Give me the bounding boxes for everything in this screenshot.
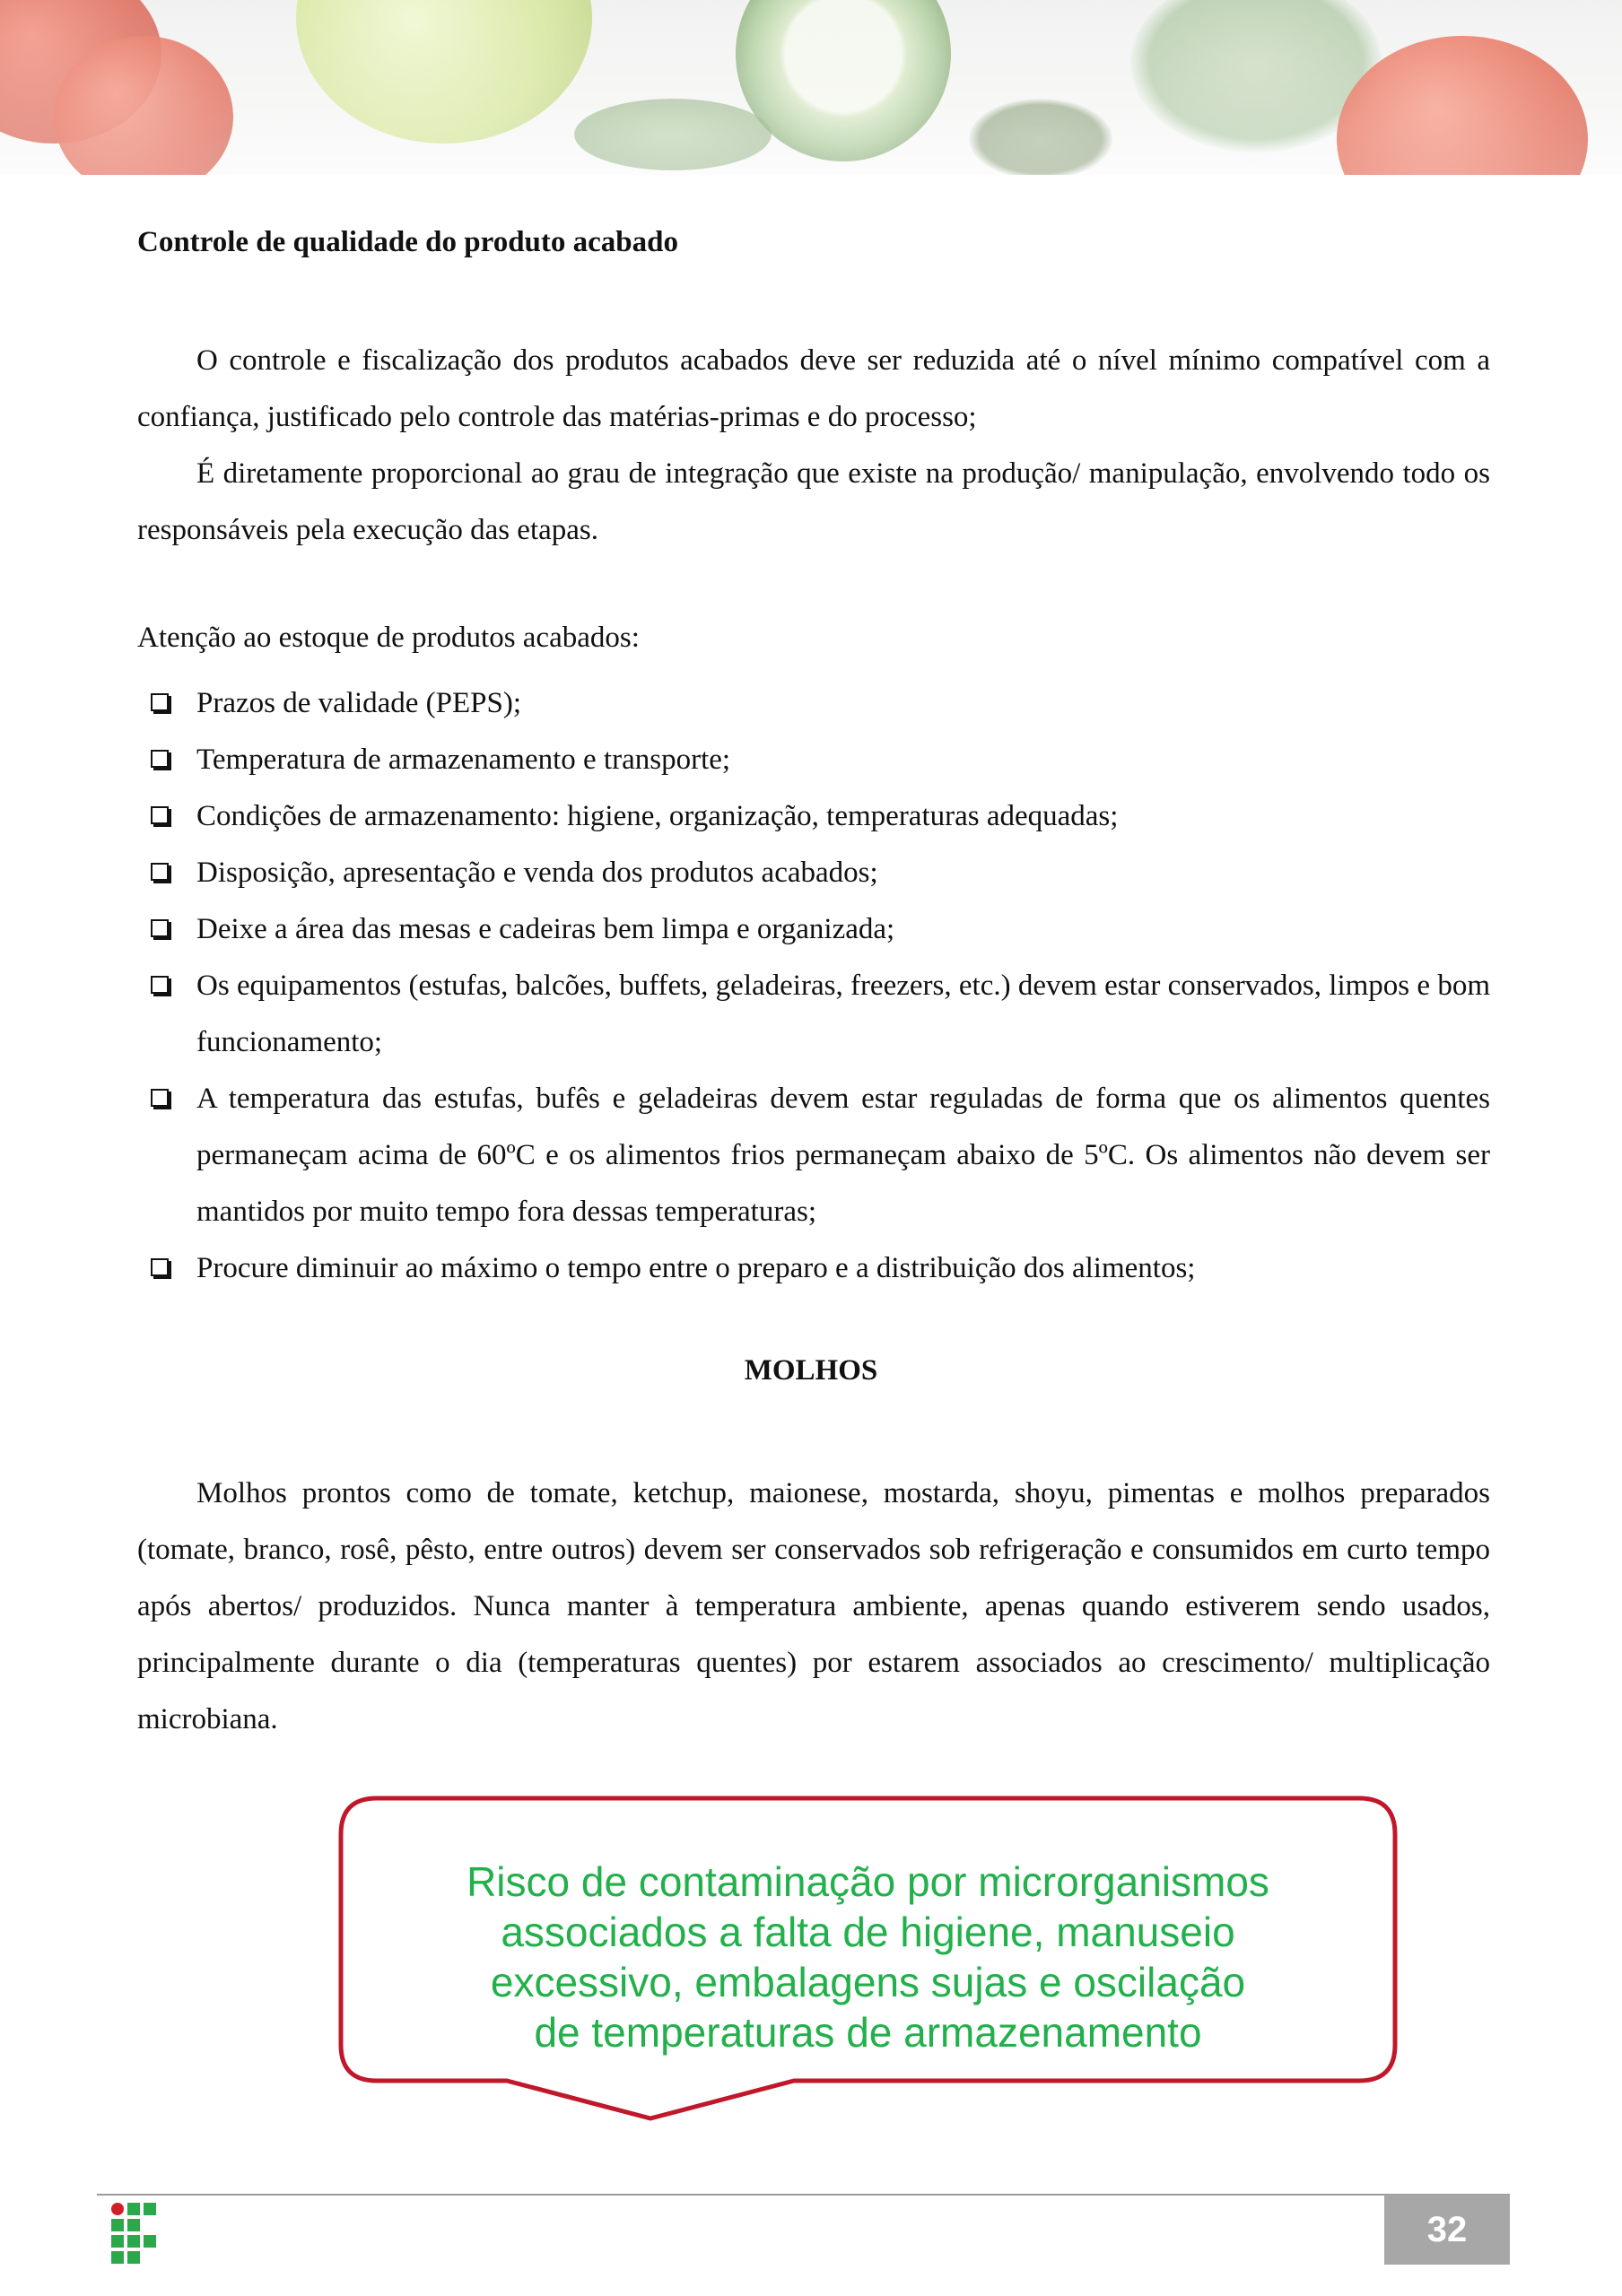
page-number: 32 (1384, 2195, 1510, 2265)
paragraph: É diretamente proporcional ao grau de integração que existe na produção/ manipulação, envolvendo todo os responsáveis pela execução das etapas. (137, 457, 1490, 546)
institution-logo-icon (111, 2203, 160, 2266)
stock-intro: Atenção ao estoque de produtos acabados: (137, 622, 640, 654)
checklist-item: Deixe a área das mesas e cadeiras bem limpa e organizada; (137, 901, 1490, 958)
checkbox-icon (151, 750, 169, 768)
paragraph: O controle e fiscalização dos produtos acabados deve ser reduzida até o nível mínimo compatível com a confiança, justificado pelo controle das matérias-primas e do processo; (137, 344, 1490, 433)
checklist-item: Temperatura de armazenamento e transporte; (137, 732, 1490, 788)
section-heading: Controle de qualidade do produto acabado (137, 226, 678, 258)
footer-divider (97, 2194, 1510, 2196)
checkbox-icon (151, 863, 169, 881)
checkbox-icon (151, 919, 169, 937)
checklist (137, 675, 1490, 1297)
checklist-item: Prazos de validade (PEPS); (137, 675, 1490, 732)
warning-callout (336, 1794, 1400, 2135)
checkbox-icon (151, 693, 169, 711)
checklist-item: Condições de armazenamento: higiene, organização, temperaturas adequadas; (137, 788, 1490, 845)
checkbox-icon (151, 976, 169, 994)
checklist-item: Os equipamentos (estufas, balcões, buffets, geladeiras, freezers, etc.) devem estar conservados, limpos e bom funcionamento; (137, 958, 1490, 1071)
callout-text: Risco de contaminação por microrganismos associados a falta de higiene, manuseio excessivo, embalagens sujas e oscilação de temperaturas de armazenamento (467, 1858, 1269, 2056)
checkbox-icon (151, 1258, 169, 1276)
checklist-item: Procure diminuir ao máximo o tempo entre o preparo e a distribuição dos alimentos; (137, 1240, 1490, 1297)
header-banner-image (0, 0, 1622, 175)
checklist-item: A temperatura das estufas, bufês e geladeiras devem estar reguladas de forma que os alimentos quentes permaneçam acima de 60ºC e os alimentos frios permaneçam abaixo de 5ºC. Os alimentos não devem ser mantidos por muito tempo fora dessas temperaturas; (137, 1071, 1490, 1240)
checkbox-icon (151, 806, 169, 824)
molhos-paragraph: Molhos prontos como de tomate, ketchup, maionese, mostarda, shoyu, pimentas e molhos preparados (tomate, branco, rosê, pêsto, entre outros) devem ser conservados sob refrigeração e consumidos em curto tempo após abertos/ produzidos. Nunca manter à temperatura ambiente, apenas quando estiverem sendo usados, principalmente durante o dia (temperaturas quentes) por estarem associados ao crescimento/ multiplicação microbiana. (137, 1477, 1490, 1735)
section-title-molhos: MOLHOS (744, 1354, 878, 1387)
checkbox-icon (151, 1089, 169, 1107)
checklist-item: Disposição, apresentação e venda dos produtos acabados; (137, 845, 1490, 901)
